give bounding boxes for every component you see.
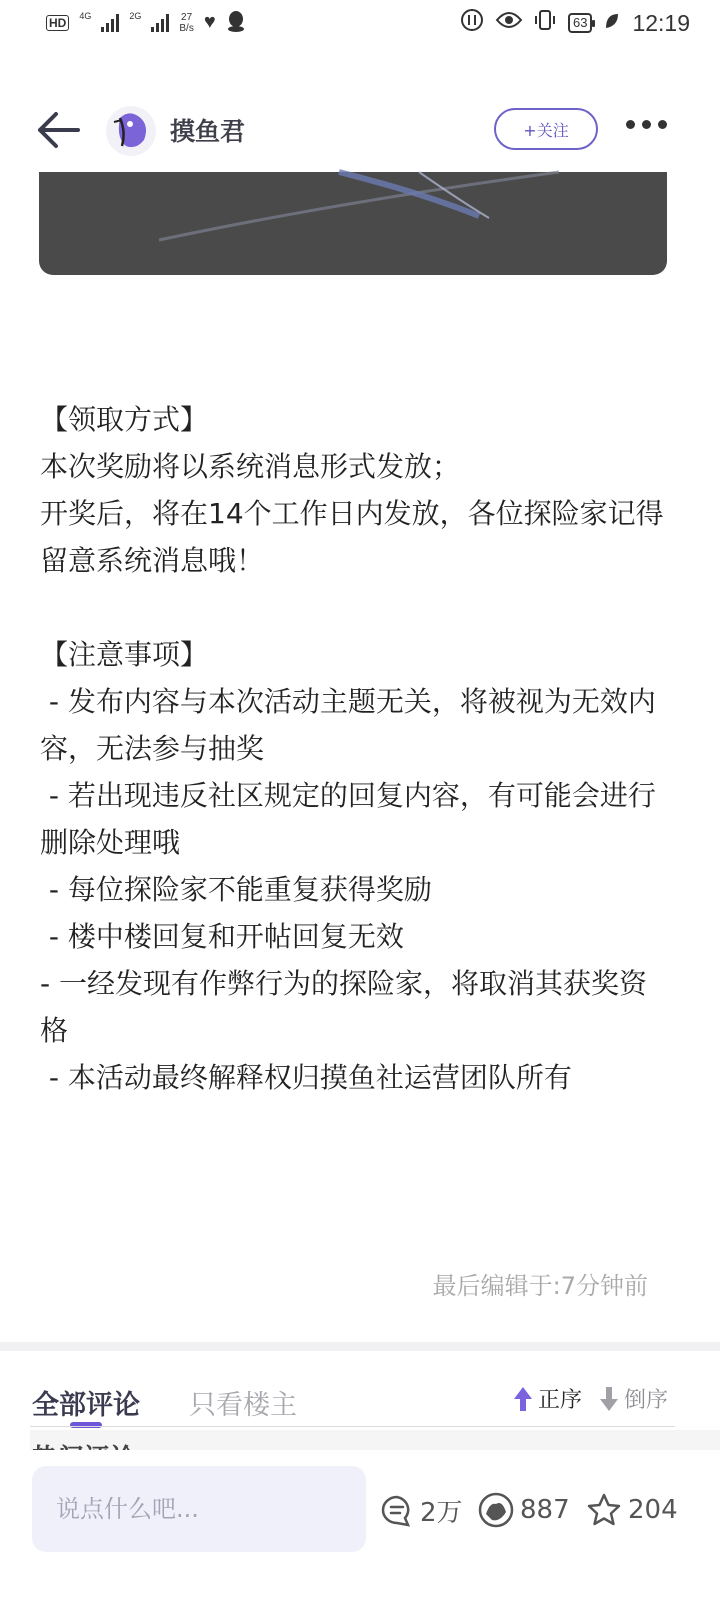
like-button[interactable] <box>478 1492 570 1528</box>
rule-item: - 楼中楼回复和开帖回复无效 <box>40 920 404 953</box>
favorite-button[interactable] <box>586 1492 678 1528</box>
follow-button[interactable]: +关注 <box>494 108 598 150</box>
vibrate-icon <box>534 9 556 37</box>
sort-descending-button[interactable] <box>598 1383 668 1414</box>
network-label-2: 2G <box>129 11 142 21</box>
active-tab-indicator <box>70 1422 102 1428</box>
rule-item: - 发布内容与本次活动主题无关，将被视为无效内容，无法参与抽奖 <box>40 685 656 765</box>
back-arrow-icon <box>34 108 82 152</box>
sort-ascending-button[interactable] <box>512 1383 582 1414</box>
tabs-divider <box>30 1426 675 1427</box>
comment-bubble-icon <box>380 1494 414 1528</box>
section-heading: 【注意事项】 <box>40 638 209 671</box>
network-speed <box>179 12 193 34</box>
star-icon <box>586 1492 622 1528</box>
rule-item: - 若出现违反社区规定的回复内容，有可能会进行删除处理哦 <box>40 779 656 859</box>
more-dot <box>642 120 651 129</box>
comment-input[interactable] <box>32 1466 366 1552</box>
paragraph-line: 开奖后，将在14个工作日内发放，各位探险家记得留意系统消息哦！ <box>40 497 664 577</box>
tab-all-comments[interactable]: 全部评论 <box>32 1390 140 1421</box>
fish-logo-icon <box>106 106 156 156</box>
network-label-1: 4G <box>79 11 92 21</box>
rule-item: - 每位探险家不能重复获得奖励 <box>40 873 432 906</box>
heart-rate-icon: ♥ <box>203 11 216 33</box>
last-edited: 最后编辑于:7分钟前 <box>432 1272 648 1300</box>
status-bar <box>0 0 720 48</box>
sort-down-arrow-icon <box>598 1385 620 1413</box>
comment-count: 2万 <box>420 1498 463 1528</box>
more-dots-icon <box>626 120 635 129</box>
status-right <box>460 8 690 38</box>
like-icon <box>478 1492 514 1528</box>
paragraph-line: 本次奖励将以系统消息形式发放； <box>40 450 461 483</box>
hot-comments-header <box>30 1430 720 1450</box>
rule-item: - 本活动最终解释权归摸鱼社运营团队所有 <box>40 1061 572 1094</box>
comment-count-button[interactable] <box>380 1492 463 1529</box>
bottom-action-bar <box>0 1450 720 1600</box>
leaf-icon <box>604 10 620 36</box>
author-name[interactable]: 摸鱼君 <box>170 117 246 146</box>
post-image[interactable] <box>39 172 667 275</box>
section-divider <box>0 1342 720 1351</box>
speed-value: 27 <box>181 11 193 23</box>
more-dot <box>658 120 667 129</box>
signal-icon <box>101 14 119 32</box>
paragraph-gap <box>40 584 670 631</box>
clock: 12:19 <box>632 9 690 36</box>
status-left <box>46 10 246 35</box>
hd-badge: HD <box>46 15 69 31</box>
sort-descending-label: 倒序 <box>624 1388 669 1413</box>
sort-ascending-label: 正序 <box>538 1388 583 1413</box>
post-header <box>0 92 720 168</box>
section-heading: 【领取方式】 <box>40 403 209 436</box>
qq-icon <box>226 10 246 35</box>
more-button[interactable] <box>626 120 667 129</box>
tab-only-op[interactable]: 只看楼主 <box>189 1390 297 1421</box>
avatar[interactable] <box>106 106 156 156</box>
signal-icon-2 <box>151 14 169 32</box>
data-saver-icon <box>460 8 484 38</box>
post-body <box>40 396 670 1101</box>
favorite-count: 204 <box>628 1495 678 1525</box>
banner-art <box>39 172 667 275</box>
eye-icon <box>496 10 522 36</box>
rule-item: - 一经发现有作弊行为的探险家，将取消其获奖资格 <box>40 967 648 1047</box>
speed-unit: B/s <box>179 22 194 34</box>
battery-icon: 63 <box>568 13 592 33</box>
like-count: 887 <box>520 1495 570 1525</box>
sort-up-arrow-icon <box>512 1385 534 1413</box>
back-button[interactable] <box>34 108 82 152</box>
